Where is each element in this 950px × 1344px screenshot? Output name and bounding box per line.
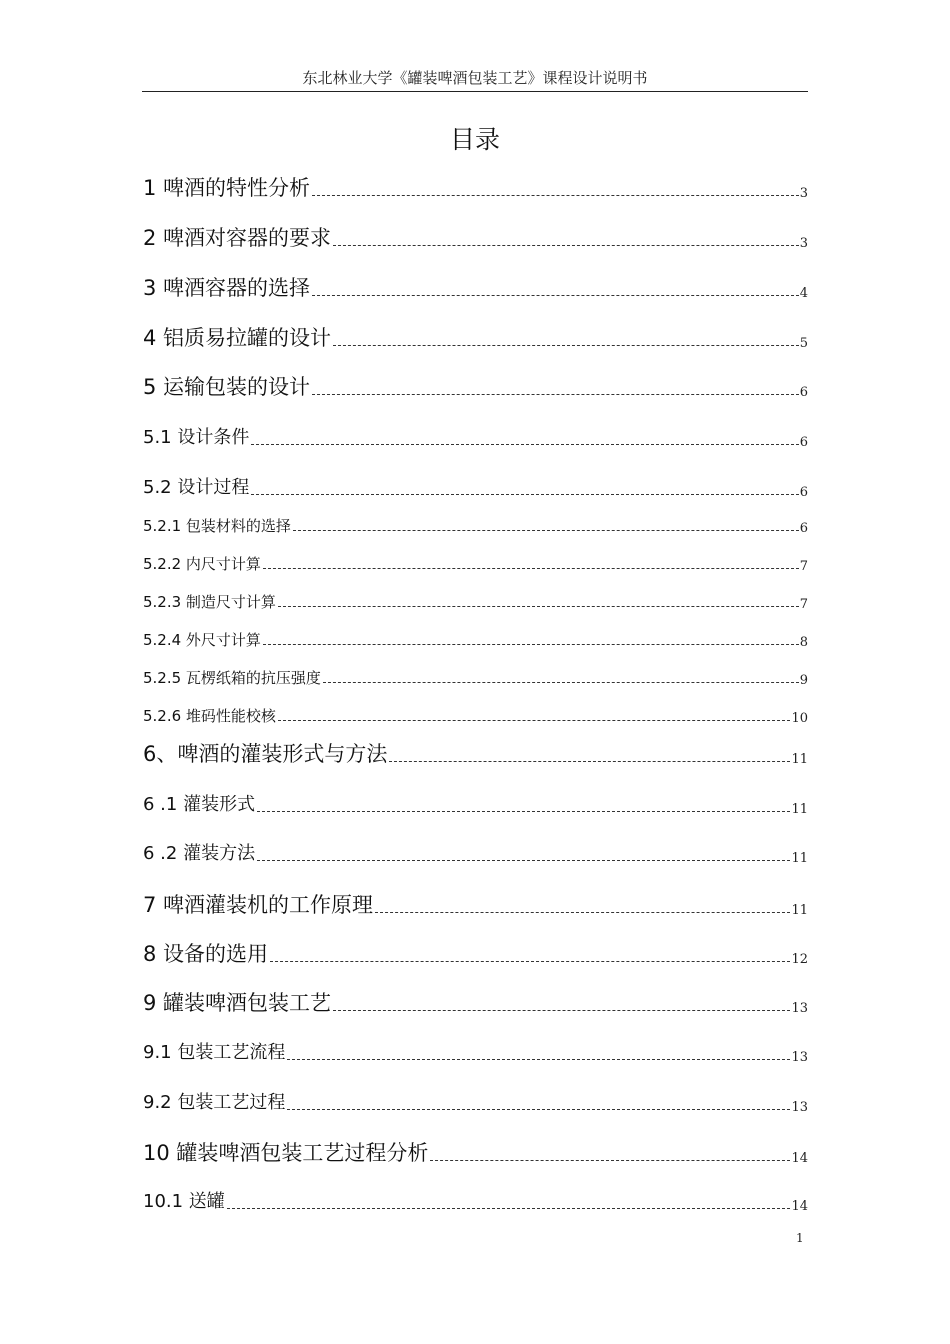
dot-leader (287, 1059, 790, 1060)
toc-entry-label: 3 啤酒容器的选择 (143, 276, 311, 300)
toc-entry-page: 8 (799, 635, 808, 650)
dot-leader (333, 1010, 790, 1011)
toc-entry-page: 11 (791, 903, 808, 918)
toc-entry-page: 9 (799, 673, 808, 688)
toc-entry-label: 5.2 设计过程 (143, 477, 250, 498)
dot-leader (323, 682, 799, 683)
toc-entry-page: 13 (791, 1100, 808, 1115)
toc-entry[interactable] (143, 841, 808, 867)
toc-entry-page: 13 (791, 1001, 808, 1016)
dot-leader (263, 644, 799, 645)
dot-leader (278, 720, 791, 721)
toc-entry-page: 13 (791, 1050, 808, 1065)
toc-entry[interactable] (143, 940, 808, 968)
toc-entry-page: 14 (791, 1199, 808, 1214)
toc-entry-label: 8 设备的选用 (143, 942, 269, 966)
toc-entry[interactable] (143, 274, 808, 302)
toc-entry-page: 6 (799, 385, 808, 400)
dot-leader (389, 761, 790, 762)
toc-entry[interactable] (143, 373, 808, 401)
dot-leader (293, 530, 799, 531)
toc-entry-label: 5.2.1 包装材料的选择 (143, 517, 291, 535)
toc-entry[interactable] (143, 553, 808, 575)
toc-entry[interactable] (143, 324, 808, 352)
toc-entry-page: 11 (791, 802, 808, 817)
toc-entry[interactable] (143, 1139, 808, 1167)
toc-entry-label: 5.2.5 瓦楞纸箱的抗压强度 (143, 669, 321, 687)
toc-entry[interactable] (143, 740, 808, 768)
toc-entry-page: 6 (799, 521, 808, 536)
toc-entry[interactable] (143, 1189, 808, 1215)
page-number: 1 (796, 1231, 804, 1245)
toc-entry-label: 5.1 设计条件 (143, 427, 250, 448)
toc-entry-label: 5 运输包装的设计 (143, 375, 311, 399)
toc-entry[interactable] (143, 705, 808, 727)
dot-leader (270, 961, 790, 962)
dot-leader (251, 444, 798, 445)
dot-leader (333, 245, 799, 246)
toc-entry-label: 2 啤酒对容器的要求 (143, 226, 332, 250)
toc-entry[interactable] (143, 1040, 808, 1066)
toc-entry-page: 10 (791, 711, 808, 726)
toc-entry-label: 9 罐装啤酒包装工艺 (143, 991, 332, 1015)
toc-entry-label: 1 啤酒的特性分析 (143, 176, 311, 200)
toc-entry-label: 6 .1 灌装形式 (143, 794, 256, 815)
dot-leader (287, 1109, 790, 1110)
toc-entry-label: 5.2.4 外尺寸计算 (143, 631, 261, 649)
toc-entry-page: 14 (791, 1151, 808, 1166)
toc-entry[interactable] (143, 515, 808, 537)
dot-leader (278, 606, 799, 607)
toc-entry[interactable] (143, 174, 808, 202)
dot-leader (227, 1208, 791, 1209)
toc-entry-page: 11 (791, 851, 808, 866)
toc-entry-label: 10.1 送罐 (143, 1191, 225, 1212)
toc-entry-label: 7 啤酒灌装机的工作原理 (143, 893, 374, 917)
page-header: 东北林业大学《罐装啤酒包装工艺》课程设计说明书 (142, 68, 808, 92)
toc-entry-label: 5.2.6 堆码性能校核 (143, 707, 276, 725)
toc-entry[interactable] (143, 224, 808, 252)
dot-leader (257, 811, 790, 812)
toc-entry-page: 12 (791, 952, 808, 967)
toc-entry-page: 6 (799, 485, 808, 500)
dot-leader (312, 195, 799, 196)
dot-leader (375, 912, 790, 913)
dot-leader (312, 394, 799, 395)
toc-entry[interactable] (143, 591, 808, 613)
toc-entry[interactable] (143, 629, 808, 651)
toc-entry-label: 9.2 包装工艺过程 (143, 1092, 286, 1113)
dot-leader (263, 568, 799, 569)
dot-leader (251, 494, 798, 495)
toc-entry[interactable] (143, 891, 808, 919)
toc-entry[interactable] (143, 792, 808, 818)
toc-entry[interactable] (143, 1090, 808, 1116)
toc-entry-page: 11 (791, 752, 808, 767)
toc-entry-label: 6、啤酒的灌装形式与方法 (143, 742, 388, 766)
dot-leader (257, 860, 790, 861)
toc-entry-page: 7 (799, 597, 808, 612)
toc-entry-label: 9.1 包装工艺流程 (143, 1042, 286, 1063)
toc-entry-label: 4 铝质易拉罐的设计 (143, 326, 332, 350)
toc-entry-label: 5.2.2 内尺寸计算 (143, 555, 261, 573)
toc-entry[interactable] (143, 667, 808, 689)
toc-entry-label: 5.2.3 制造尺寸计算 (143, 593, 276, 611)
dot-leader (333, 345, 799, 346)
toc-entry-page: 4 (799, 286, 808, 301)
toc-entry[interactable] (143, 989, 808, 1017)
toc-entry-label: 10 罐装啤酒包装工艺过程分析 (143, 1141, 429, 1165)
toc-entry-label: 6 .2 灌装方法 (143, 843, 256, 864)
toc-entry[interactable] (143, 475, 808, 501)
toc-entry-page: 5 (799, 336, 808, 351)
dot-leader (312, 295, 799, 296)
dot-leader (430, 1160, 790, 1161)
toc-entry[interactable] (143, 425, 808, 451)
toc-entry-page: 3 (799, 236, 808, 251)
toc-entry-page: 6 (799, 435, 808, 450)
toc-entry-page: 3 (799, 186, 808, 201)
toc-title: 目录 (449, 125, 500, 154)
toc-entry-page: 7 (799, 559, 808, 574)
